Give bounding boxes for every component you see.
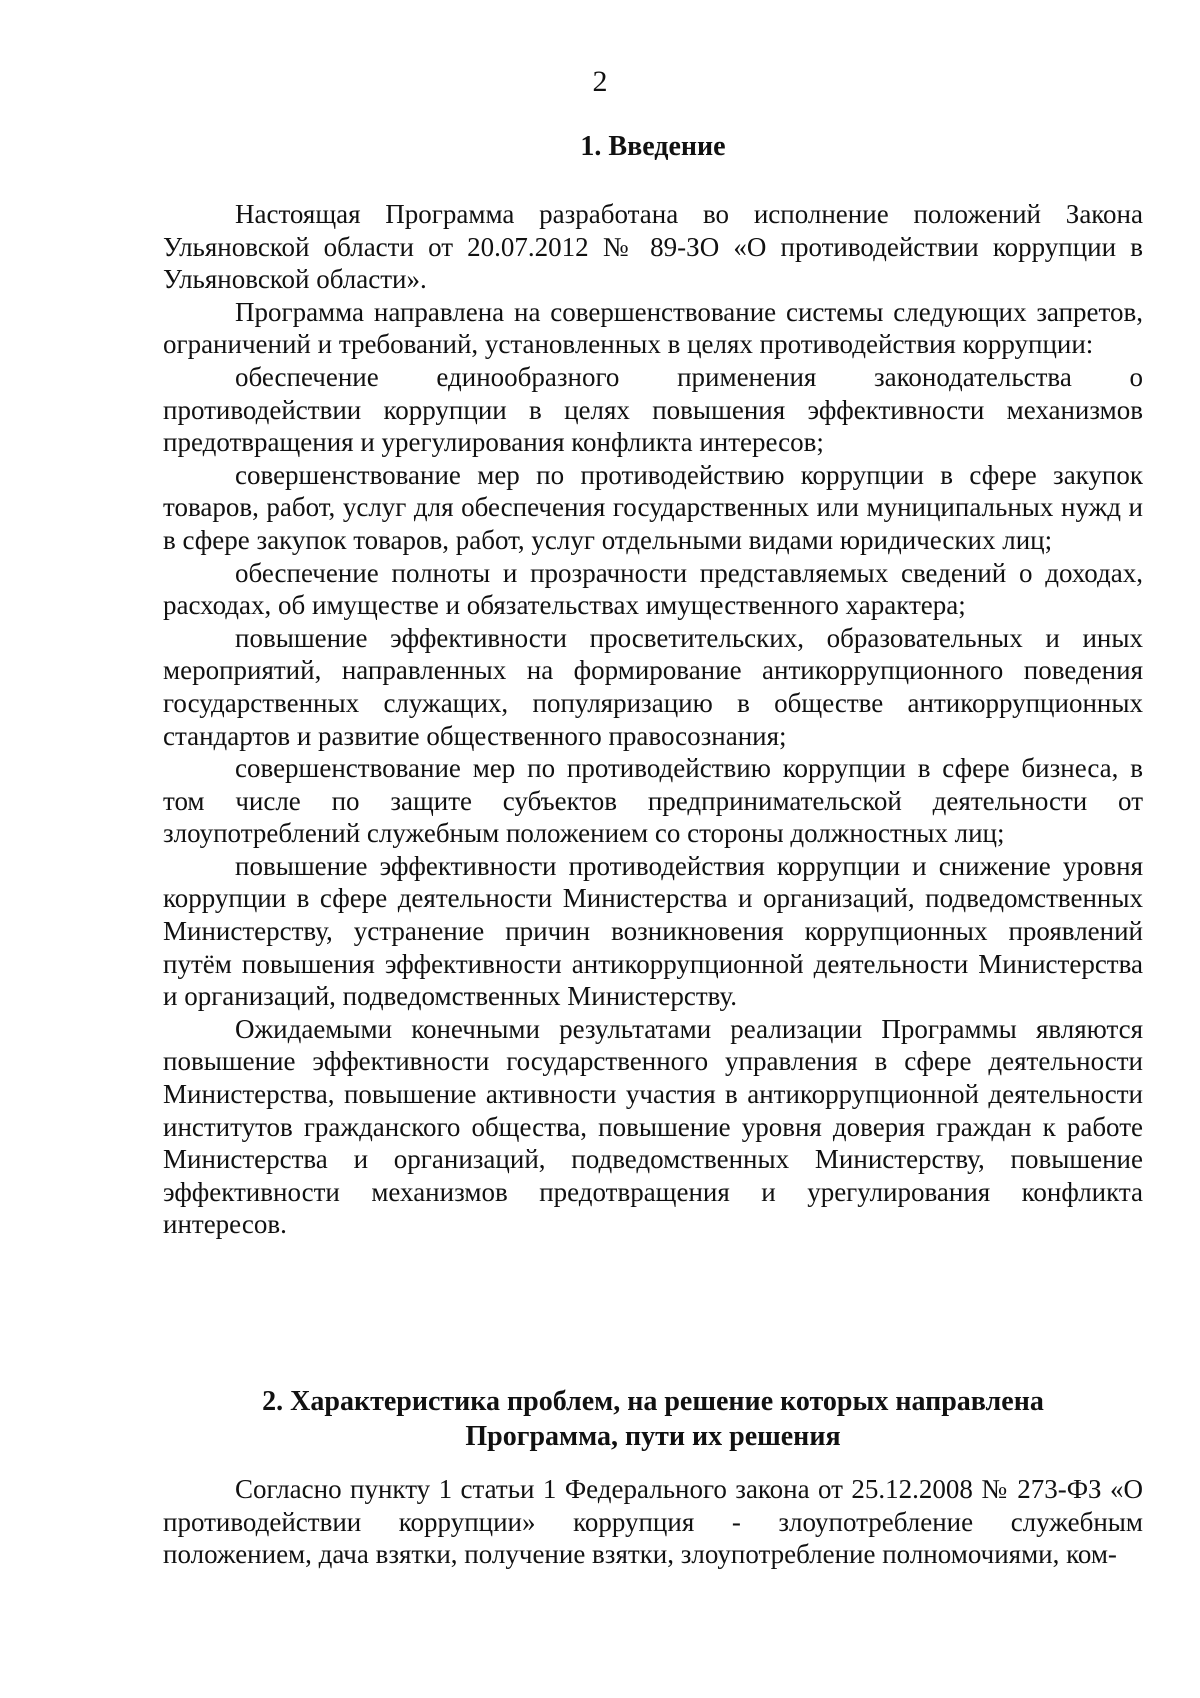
section-1-body [163, 198, 1143, 1241]
paragraph: обеспечение полноты и прозрачности представляемых сведений о доходах, расходах, об имуществе и обязательствах имущественного характера; [163, 557, 1143, 621]
section-2-heading-line-1: 2. Характеристика проблем, на решение которых направлена [262, 1386, 1044, 1417]
page-number: 2 [592, 65, 608, 98]
section-2-heading [163, 1384, 1143, 1454]
section-2-heading-line-2: Программа, пути их решения [465, 1421, 841, 1452]
paragraph: Ожидаемыми конечными результатами реализации Программы являются повышение эффективности государственного управления в сфере деятельности Министерства, повышение активности участия в антикоррупционной деятельности институтов гражданского общества, повышение уровня доверия граждан к работе Министерства и организаций, подведомственных Министерству, повышение эффективности механизмов предотвращения и урегулирования конфликта интересов. [163, 1013, 1143, 1240]
paragraph: Согласно пункту 1 статьи 1 Федерального закона от 25.12.2008 № 273-ФЗ «О противодействии коррупции» коррупция - злоупотребление служебным положением, дача взятки, получение взятки, злоупотребление полномочиями, ком- [163, 1474, 1143, 1570]
paragraph: Программа направлена на совершенствование системы следующих запретов, ограничений и требований, установленных в целях противодействия коррупции: [163, 296, 1143, 360]
paragraph: совершенствование мер по противодействию коррупции в сфере бизнеса, в том числе по защите субъектов предпринимательской деятельности от злоупотреблений служебным положением со стороны должностных лиц; [163, 753, 1143, 849]
paragraph: повышение эффективности противодействия коррупции и снижение уровня коррупции в сфере деятельности Министерства и организаций, подведомственных Министерству, устранение причин возникновения коррупционных проявлений путём повышения эффективности антикоррупционной деятельности Министерства и организаций, подведомственных Министерству. [163, 850, 1143, 1012]
paragraph: повышение эффективности просветительских, образовательных и иных мероприятий, направленных на формирование антикоррупционного поведения государственных служащих, популяризацию в обществе антикоррупционных стандартов и развитие общественного правосознания; [163, 622, 1143, 751]
section-2-body [163, 1473, 1143, 1571]
section-1-heading: 1. Введение [580, 131, 726, 162]
paragraph: совершенствование мер по противодействию коррупции в сфере закупок товаров, работ, услуг для обеспечения государственных или муниципальных нужд и в сфере закупок товаров, работ, услуг отдельными видами юридических лиц; [163, 459, 1143, 555]
paragraph: обеспечение единообразного применения законодательства о противодействии коррупции в целях повышения эффективности механизмов предотвращения и урегулирования конфликта интересов; [163, 361, 1143, 458]
paragraph: Настоящая Программа разработана во исполнение положений Закона Ульяновской области от 20.07.2012 № 89-ЗО «О противодействии коррупции в Ульяновской области». [163, 199, 1143, 295]
